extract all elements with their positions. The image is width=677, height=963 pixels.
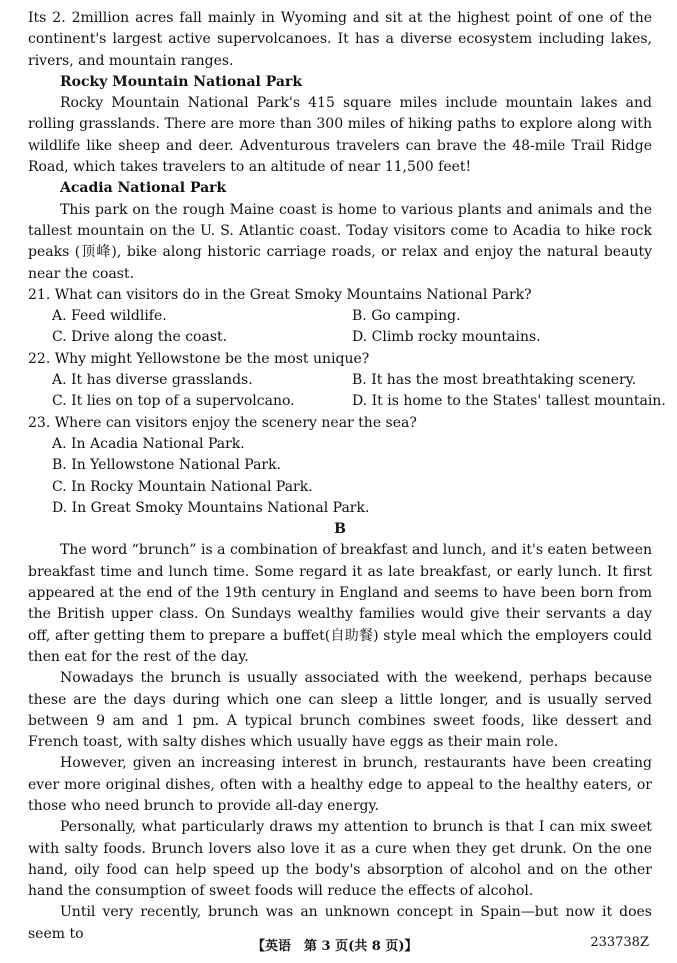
question-22-option-d: D. It is home to the States' tallest mountain.	[352, 393, 666, 410]
acadia-paragraph: This park on the rough Maine coast is home to various plants and animals and the tallest mountain on the U. S. Atlantic coast. Today visitors come to Acadia to hike rock peaks (顶峰), bike along historic carriage roads, or relax and enjoy the natural beauty near the coast.	[28, 201, 652, 282]
acadia-heading: Acadia National Park	[60, 180, 227, 197]
question-22-option-b: B. It has the most breathtaking scenery.	[352, 372, 637, 389]
question-21-stem: 21. What can visitors do in the Great Smoky Mountains National Park?	[28, 286, 532, 303]
rocky-heading: Rocky Mountain National Park	[60, 73, 303, 90]
question-22-option-c: C. It lies on top of a supervolcano.	[52, 393, 295, 410]
question-23-option-a: A. In Acadia National Park.	[52, 435, 245, 452]
page-footer	[0, 935, 677, 955]
question-23-stem: 23. Where can visitors enjoy the scenery near the sea?	[28, 414, 417, 431]
section-b-paragraph-4: Personally, what particularly draws my attention to brunch is that I can mix sweet with salty foods. Brunch lovers also love it as a cure when they get drunk. On the one hand, oily food can help speed up the body's absorption of alcohol and on the other hand the consumption of sweet foods will reduce the effects of alcohol.	[28, 819, 652, 900]
section-b-paragraph-5: Until very recently, brunch was an unknown concept in Spain—but now it does seem to	[28, 904, 652, 942]
question-22-stem: 22. Why might Yellowstone be the most unique?	[28, 350, 370, 367]
question-21-option-d: D. Climb rocky mountains.	[352, 329, 541, 346]
question-22-option-a: A. It has diverse grasslands.	[52, 372, 253, 389]
question-21-option-a: A. Feed wildlife.	[52, 308, 167, 325]
question-23-option-d: D. In Great Smoky Mountains National Park.	[52, 499, 370, 516]
section-b-paragraph-1: The word “brunch” is a combination of breakfast and lunch, and it's eaten between breakfast time and lunch time. Some regard it as late breakfast, or early lunch. It first appeared at the end of the 19th century in England and seems to have been born from the British upper class. On Sundays wealthy families would give their servants a day off, after getting them to prepare a buffet(自助餐) style meal which the employers could then eat for the rest of the day.	[28, 542, 652, 665]
question-23-option-b: B. In Yellowstone National Park.	[52, 457, 282, 474]
section-b-paragraph-2: Nowadays the brunch is usually associated with the weekend, perhaps because these are the days during which one can sleep a little longer, and is usually served between 9 am and 1 pm. A typical brunch combines sweet foods, like dessert and French toast, with salty dishes which usually have eggs as their main role.	[28, 670, 652, 751]
section-b-heading: B	[334, 521, 346, 538]
page-number-label: 【英语 第 3 页(共 8 页)】	[252, 939, 418, 954]
intro-paragraph: Its 2. 2million acres fall mainly in Wyoming and sit at the highest point of one of the continent's largest active supervolcanoes. It has a diverse ecosystem including lakes, rivers, and mountain ranges.	[28, 10, 652, 69]
question-21-option-c: C. Drive along the coast.	[52, 329, 228, 346]
section-b-paragraph-3: However, given an increasing interest in brunch, restaurants have been creating ever more original dishes, often with a healthy edge to appeal to the healthy eaters, or those who need brunch to provide all-day energy.	[28, 755, 652, 814]
exam-code: 233738Z	[590, 935, 649, 950]
question-23-option-c: C. In Rocky Mountain National Park.	[52, 478, 313, 495]
rocky-paragraph: Rocky Mountain National Park's 415 square miles include mountain lakes and rolling grasslands. There are more than 300 miles of hiking paths to explore along with wildlife like sheep and deer. Adventurous travelers can brave the 48-mile Trail Ridge Road, which takes travelers to an altitude of near 11,500 feet!	[28, 95, 652, 176]
question-21-option-b: B. Go camping.	[352, 308, 461, 325]
question-21-options	[28, 306, 652, 349]
question-22-options	[28, 370, 666, 413]
exam-page	[28, 8, 666, 945]
